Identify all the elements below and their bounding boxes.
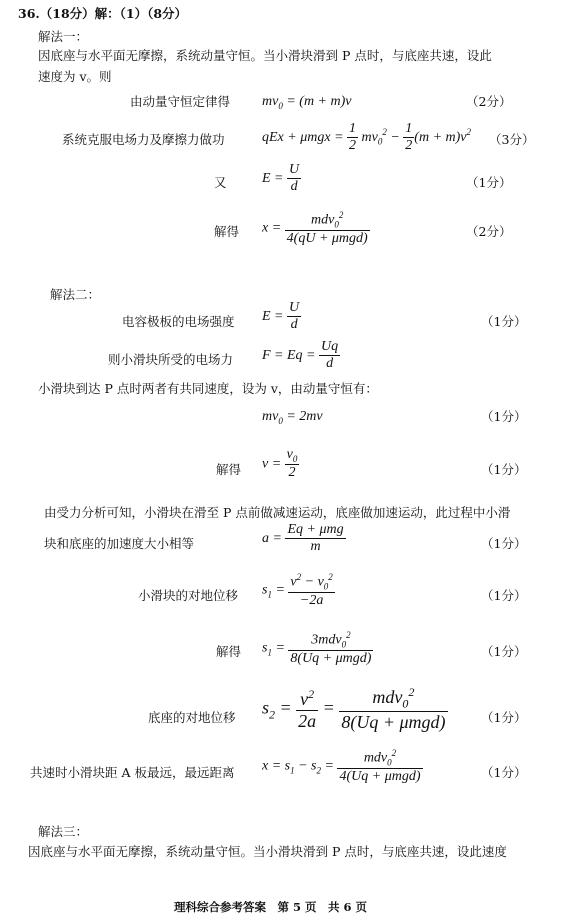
m1-score-1: （2分） [466,94,512,109]
m1-label-work: 系统克服电场力及摩擦力做功 [62,132,225,147]
m2-eq-momentum: $mv_0 = 2mv$ [262,409,323,426]
m1-label-also: 又 [214,175,227,190]
method-3-title: 解法三： [38,824,89,839]
m2-eq-field: E = $\frac{U}{d}$ [262,300,300,333]
m2-score-4: （1分） [481,462,527,477]
method-1-intro-line1: 因底座与水平面无摩擦，系统动量守恒。当小滑块滑到 P 点时，与底座共速，设此 [38,48,492,63]
m1-eq-momentum: $mv_0 = (m + m)v$ [262,94,352,111]
m2-score-9: （1分） [481,765,527,780]
m2-paragraph-2a: 由受力分析可知，小滑块在滑至 P 点前做减速运动，底座做加速运动，此过程中小滑 [44,505,511,520]
page-footer: 理科综合参考答案 第 5 页 共 6 页 [174,900,368,914]
m1-score-2: （3分） [489,132,535,147]
m1-eq-energy: qEx + μmgx = $\frac{1}{2}$ $mv_0^2$ − $\frac{1}{2}$ $(m + m)v^2$ [262,121,472,154]
m2-score-8: （1分） [481,710,527,725]
m2-label-solve-s1: 解得 [216,644,242,659]
m1-eq-solution: x = $\frac{mdv_0^2}{\text{4(qU + μmgd)}}$ [262,210,368,246]
method-2-title: 解法二： [50,287,101,302]
m2-label-distance: 共速时小滑块距 A 板最远，最远距离 [30,765,235,780]
m2-label-force: 则小滑块所受的电场力 [108,352,234,367]
m2-label-solve-v: 解得 [216,462,242,477]
m2-score-7: （1分） [481,644,527,659]
m2-eq-v: v = $\frac{v_0}{2}$ [262,447,298,481]
m2-score-1: （1分） [481,314,527,329]
m2-eq-accel: a = $\frac{\text{Eq + μmg}}{m}$ [262,522,344,555]
m2-eq-s1-solution: $s_1$ = $\frac{3mdv_0^2}{\text{8(Uq + μmgd)}}$ [262,630,372,666]
m2-eq-force: F = Eq = $\frac{Uq}{d}$ [262,339,339,372]
m2-label-field: 电容极板的电场强度 [122,314,235,329]
m2-eq-s1: $s_1$ = $\frac{v^2 - v_0^2}{-2a}$ [262,572,333,608]
method-1-title: 解法一： [38,29,89,44]
m1-label-momentum: 由动量守恒定律得 [130,94,231,109]
m2-score-5: （1分） [481,536,527,551]
m2-label-s1: 小滑块的对地位移 [138,588,239,603]
m2-eq-distance: $x = s_1 - s_2$ = $\frac{mdv_0^2}{\text{4(Uq + μmgd)}}$ [262,748,421,784]
question-header: 36.（18分）解：（1）（8分） [18,6,188,21]
m2-eq-s2: $s_2$ = $\frac{v^2}{2a}$ = $\frac{mdv_0^2}{\text{8(Uq + μmgd)}}$ [262,685,446,733]
m2-score-3: （1分） [481,409,527,424]
m2-score-6: （1分） [481,588,527,603]
m1-score-3: （1分） [466,175,512,190]
method-1-intro-line2: 速度为 v。则 [38,69,112,84]
m1-score-4: （2分） [466,224,512,239]
method-3-paragraph: 因底座与水平面无摩擦，系统动量守恒。当小滑块滑到 P 点时，与底座共速，设此速度 [28,844,507,859]
m1-label-solve: 解得 [214,224,240,239]
m2-paragraph-2b: 块和底座的加速度大小相等 [44,536,195,551]
m2-label-s2: 底座的对地位移 [148,710,236,725]
m2-paragraph-1: 小滑块到达 P 点时两者有共同速度，设为 v，由动量守恒有： [38,381,378,396]
m1-eq-field: E = $\frac{U}{d}$ [262,162,300,195]
